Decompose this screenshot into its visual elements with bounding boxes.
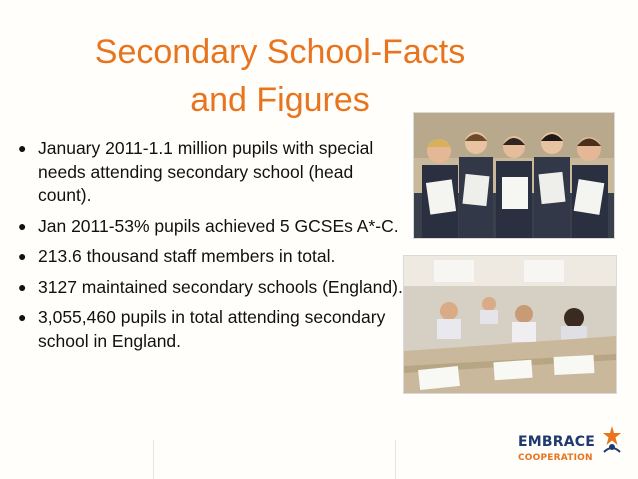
slide-title	[70, 28, 490, 124]
divider-line	[395, 440, 396, 479]
students-holding-papers-photo	[413, 112, 615, 239]
bullet-dot-icon: ●	[18, 278, 27, 295]
bullet-item	[18, 215, 403, 239]
title-line-1: Secondary School-Facts	[94, 33, 466, 71]
classroom-photo-illustration	[404, 256, 616, 393]
bullet-dot-icon: ●	[18, 248, 27, 264]
bullet-item	[18, 276, 403, 300]
bullet-item	[18, 306, 403, 353]
embrace-cooperation-logo	[518, 424, 628, 470]
bullet-text: 3,055,460 pupils in total attending secondary school in England.	[38, 307, 386, 351]
star-person-icon	[598, 424, 626, 454]
students-photo-illustration	[414, 113, 614, 238]
bullet-item	[18, 137, 403, 208]
bullet-text: January 2011-1.1 million pupils with special needs attending secondary school (head count).	[38, 138, 374, 205]
bullet-dot-icon: ●	[18, 140, 27, 156]
classroom-exam-photo	[403, 255, 617, 394]
divider-line	[153, 440, 154, 479]
bullet-dot-icon: ●	[18, 309, 27, 325]
bullet-text: 213.6 thousand staff members in total.	[38, 246, 336, 266]
title-line-2: and Figures	[190, 81, 370, 119]
bullet-dot-icon: ●	[18, 217, 27, 234]
logo-word-embrace: EMBRACE	[518, 434, 596, 450]
logo-word-cooperation: COOPERATION	[518, 453, 593, 463]
bullet-item	[18, 245, 403, 269]
bullet-text: 3127 maintained secondary schools (England).	[38, 276, 403, 297]
bullet-text: Jan 2011-53% pupils achieved 5 GCSEs A*-C.	[38, 215, 399, 236]
bullet-list	[18, 137, 403, 360]
